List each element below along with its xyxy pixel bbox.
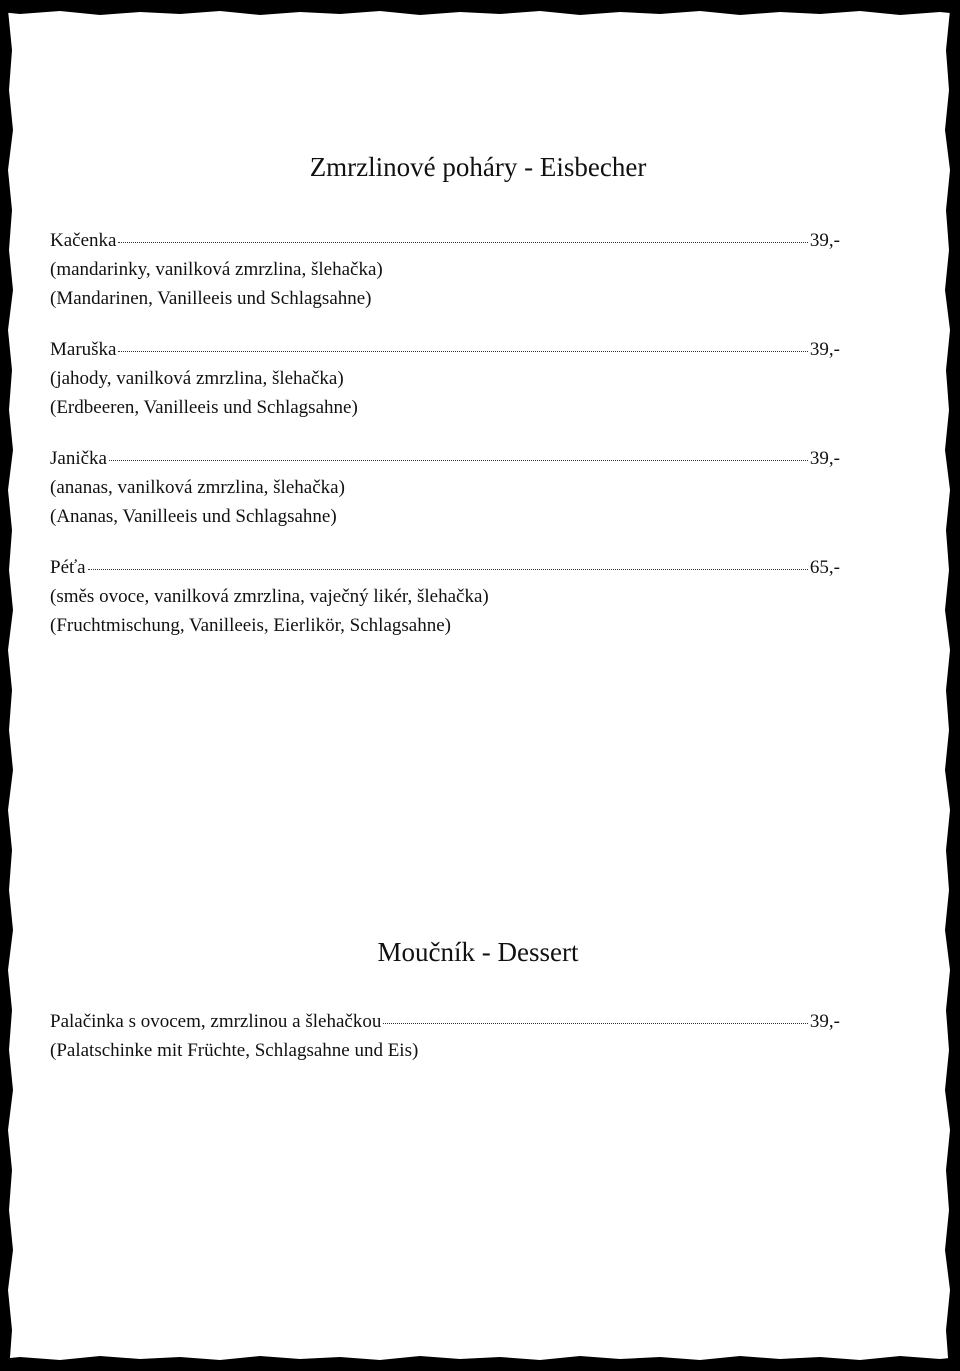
menu-item-palacinka	[50, 1007, 840, 1065]
dotted-leader	[88, 569, 808, 570]
section-title-dessert: Moučník - Dessert	[377, 937, 579, 967]
menu-item-janicka	[50, 444, 840, 531]
item-name: Kačenka	[50, 230, 117, 251]
item-desc-de: (Mandarinen, Vanilleeis und Schlagsahne)	[50, 288, 372, 309]
item-price: 65,-	[809, 557, 840, 578]
item-header	[50, 444, 840, 473]
item-desc-cz: (mandarinky, vanilková zmrzlina, šlehačka)	[50, 259, 383, 280]
item-name: Janička	[50, 448, 107, 469]
item-price: 39,-	[809, 448, 840, 469]
menu-item-peta	[50, 553, 840, 640]
dotted-leader	[383, 1023, 808, 1024]
item-header	[50, 1007, 840, 1036]
item-desc-de: (Fruchtmischung, Vanilleeis, Eierlikör, Schlagsahne)	[50, 615, 451, 636]
item-desc-de: (Erdbeeren, Vanilleeis und Schlagsahne)	[50, 397, 358, 418]
dotted-leader	[109, 460, 808, 461]
dotted-leader	[118, 242, 807, 243]
menu-item-maruska	[50, 335, 840, 422]
item-name: Palačinka s ovocem, zmrzlinou a šlehačkou	[50, 1011, 382, 1032]
item-desc-cz: (ananas, vanilková zmrzlina, šlehačka)	[50, 477, 345, 498]
item-desc-cz: (jahody, vanilková zmrzlina, šlehačka)	[50, 368, 344, 389]
item-price: 39,-	[809, 230, 840, 251]
item-desc-de: (Palatschinke mit Früchte, Schlagsahne und Eis)	[50, 1040, 419, 1061]
item-header	[50, 553, 840, 582]
item-name: Péťa	[50, 557, 86, 578]
item-price: 39,-	[809, 1011, 840, 1032]
item-price: 39,-	[809, 339, 840, 360]
item-name: Maruška	[50, 339, 117, 360]
item-header	[50, 226, 840, 255]
section-title-eisbecher: Zmrzlinové poháry - Eisbecher	[309, 152, 647, 182]
item-desc-cz: (směs ovoce, vanilková zmrzlina, vaječný likér, šlehačka)	[50, 586, 489, 607]
dotted-leader	[118, 351, 807, 352]
item-desc-de: (Ananas, Vanilleeis und Schlagsahne)	[50, 506, 337, 527]
menu-item-kacenka	[50, 226, 840, 313]
item-header	[50, 335, 840, 364]
